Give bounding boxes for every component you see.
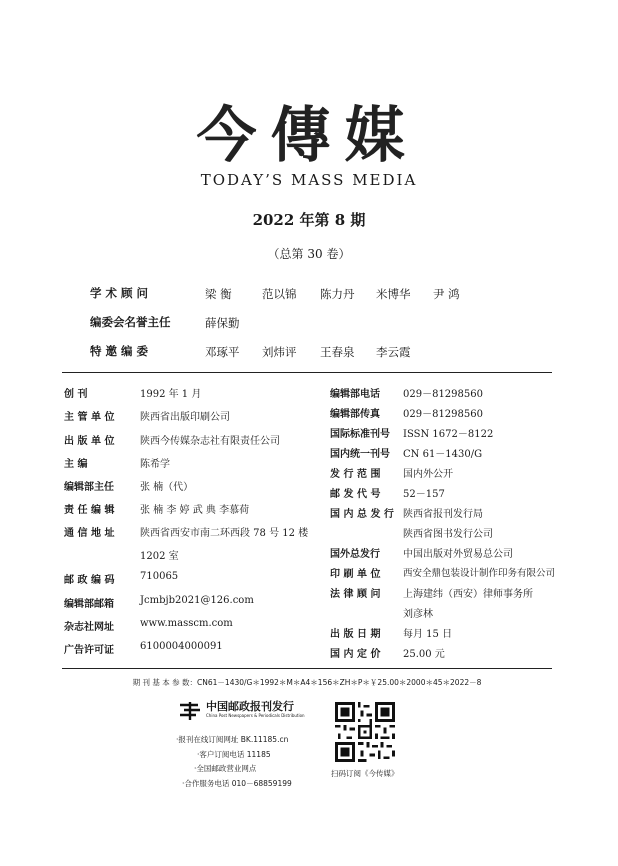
info-value: 西安全鼎包装设计制作印务有限公司 bbox=[403, 568, 556, 579]
info-left-row bbox=[64, 408, 114, 423]
qr-caption: 扫码订阅《今传媒》 bbox=[331, 769, 399, 778]
volume-number: （总第 30 卷） bbox=[267, 247, 351, 261]
info-value: 陈希学 bbox=[140, 459, 170, 470]
info-value: 张 楠（代） bbox=[140, 482, 194, 493]
info-right-row bbox=[330, 545, 380, 560]
info-label: 国外总发行 bbox=[330, 549, 380, 560]
committee-label: 特 邀 编 委 bbox=[90, 344, 149, 358]
info-label: 印 刷 单 位 bbox=[330, 569, 381, 580]
committee-name: 王春泉 bbox=[320, 345, 355, 359]
committee-name: 米博华 bbox=[376, 287, 411, 301]
info-left-row bbox=[64, 641, 114, 656]
info-label: 编辑部主任 bbox=[64, 482, 114, 493]
info-value: 陕西省出版印刷公司 bbox=[140, 412, 230, 423]
info-label: 编辑部传真 bbox=[330, 409, 380, 420]
info-right-row bbox=[330, 505, 394, 520]
china-post-name-en: China Post Newspapers & Periodicals Distribution bbox=[206, 713, 305, 718]
info-right-row bbox=[330, 565, 380, 580]
info-left-row bbox=[64, 478, 114, 493]
info-right-row bbox=[330, 385, 380, 400]
qr-code bbox=[335, 702, 395, 762]
committee-name: 邓琢平 bbox=[205, 345, 240, 359]
info-value: 1992 年 1 月 bbox=[140, 389, 202, 400]
committee-name: 李云霞 bbox=[376, 345, 411, 359]
info-value: CN 61－1430/G bbox=[403, 449, 483, 460]
divider-top bbox=[62, 372, 552, 373]
info-right-row bbox=[330, 645, 380, 660]
info-left-row bbox=[64, 501, 114, 516]
subscription-line: ·客户订阅电话 11185 bbox=[197, 749, 271, 759]
info-value: Jcmbjb2021@126.com bbox=[140, 595, 254, 606]
info-label: 出 版 单 位 bbox=[64, 436, 115, 447]
issue-number: 2022 年第 8 期 bbox=[252, 211, 366, 229]
info-label: 国 内 定 价 bbox=[330, 649, 381, 660]
committee-label: 学 术 顾 问 bbox=[90, 286, 149, 300]
committee-name: 梁 衡 bbox=[205, 287, 232, 301]
info-label: 责 任 编 辑 bbox=[64, 505, 115, 516]
info-value: 25.00 元 bbox=[403, 649, 445, 660]
info-label: 广告许可证 bbox=[64, 645, 114, 656]
magazine-logo: 今傳媒 bbox=[196, 101, 419, 171]
china-post-name: 中国邮政报刊发行 bbox=[206, 700, 294, 713]
info-label: 主 编 bbox=[64, 459, 88, 470]
periodical-parameters: 期 刊 基 本 参 数：CN61－1430/G＊1992＊M＊A4＊156＊ZH＊P＊￥25.00＊2000＊45＊2022－8 bbox=[132, 678, 482, 687]
info-label: 创 刊 bbox=[64, 389, 88, 400]
info-right-row bbox=[330, 405, 380, 420]
committee-name: 薛保勤 bbox=[205, 316, 240, 330]
info-label: 法 律 顾 问 bbox=[330, 589, 381, 600]
committee-name: 尹 鸿 bbox=[433, 287, 460, 301]
committee-name: 刘炜评 bbox=[262, 345, 297, 359]
info-label: 邮 政 编 码 bbox=[64, 575, 115, 586]
info-value: 陕西今传媒杂志社有限责任公司 bbox=[140, 436, 280, 447]
info-label: 国 内 总 发 行 bbox=[330, 509, 394, 520]
info-right-row bbox=[330, 585, 380, 600]
info-value: 张 楠 李 婷 武 典 李慕荷 bbox=[140, 505, 250, 516]
info-right-row bbox=[330, 625, 380, 640]
info-label: 杂志社网址 bbox=[64, 622, 114, 633]
info-left-row bbox=[64, 432, 114, 447]
info-left-row bbox=[64, 385, 87, 400]
info-label: 国内统一刊号 bbox=[330, 449, 390, 460]
info-value: 6100004000091 bbox=[140, 641, 223, 652]
info-label: 编辑部邮箱 bbox=[64, 599, 114, 610]
info-label: 邮 发 代 号 bbox=[330, 489, 381, 500]
info-value: 刘彦林 bbox=[403, 609, 433, 620]
info-value: 陕西省图书发行公司 bbox=[403, 529, 493, 540]
magazine-english-title: TODAY’S MASS MEDIA bbox=[200, 171, 418, 189]
info-value: 1202 室 bbox=[140, 551, 179, 562]
subscription-info bbox=[170, 733, 292, 791]
info-label: 出 版 日 期 bbox=[330, 629, 381, 640]
info-value: 029－81298560 bbox=[403, 389, 483, 400]
info-value: 中国出版对外贸易总公司 bbox=[403, 549, 513, 560]
info-value: ISSN 1672－8122 bbox=[403, 429, 494, 440]
info-value: www.masscm.com bbox=[140, 618, 233, 629]
info-value: 上海建纬（西安）律师事务所 bbox=[403, 589, 533, 600]
info-left-row bbox=[64, 618, 114, 633]
info-value: 陕西省西安市南二环西段 78 号 12 楼 bbox=[140, 528, 309, 539]
subscription-line: ·全国邮政营业网点 bbox=[194, 764, 257, 773]
divider-bottom bbox=[62, 668, 552, 669]
info-value: 52－157 bbox=[403, 489, 445, 500]
subscription-line: ·报刊在线订阅网址 BK.11185.cn bbox=[176, 735, 289, 744]
committee-name: 陈力丹 bbox=[320, 287, 355, 301]
committee-label: 编委会名誉主任 bbox=[90, 315, 171, 329]
info-right-row bbox=[330, 425, 390, 440]
committee-name: 范以锦 bbox=[262, 287, 297, 301]
china-post-logo bbox=[178, 697, 305, 725]
info-left-row bbox=[64, 571, 114, 586]
committee-row bbox=[90, 314, 171, 330]
info-left-row bbox=[64, 595, 114, 610]
info-value: 陕西省报刊发行局 bbox=[403, 509, 483, 520]
info-label: 发 行 范 围 bbox=[330, 469, 381, 480]
info-label: 主 管 单 位 bbox=[64, 412, 115, 423]
china-post-emblem-icon bbox=[178, 699, 202, 723]
info-left-row bbox=[64, 524, 114, 539]
info-value: 每月 15 日 bbox=[403, 629, 453, 640]
info-right-row bbox=[330, 485, 380, 500]
committee-row bbox=[90, 343, 148, 359]
info-label: 国际标准刊号 bbox=[330, 429, 390, 440]
subscription-line: ·合作服务电话 010－68859199 bbox=[182, 778, 292, 788]
info-right-row bbox=[330, 465, 380, 480]
info-label: 通 信 地 址 bbox=[64, 528, 115, 539]
info-right-row bbox=[330, 445, 390, 460]
info-value: 029－81298560 bbox=[403, 409, 483, 420]
info-left-row bbox=[64, 455, 87, 470]
committee-row bbox=[90, 285, 148, 301]
info-label: 编辑部电话 bbox=[330, 389, 380, 400]
info-value: 国内外公开 bbox=[403, 469, 453, 480]
info-value: 710065 bbox=[140, 571, 179, 582]
